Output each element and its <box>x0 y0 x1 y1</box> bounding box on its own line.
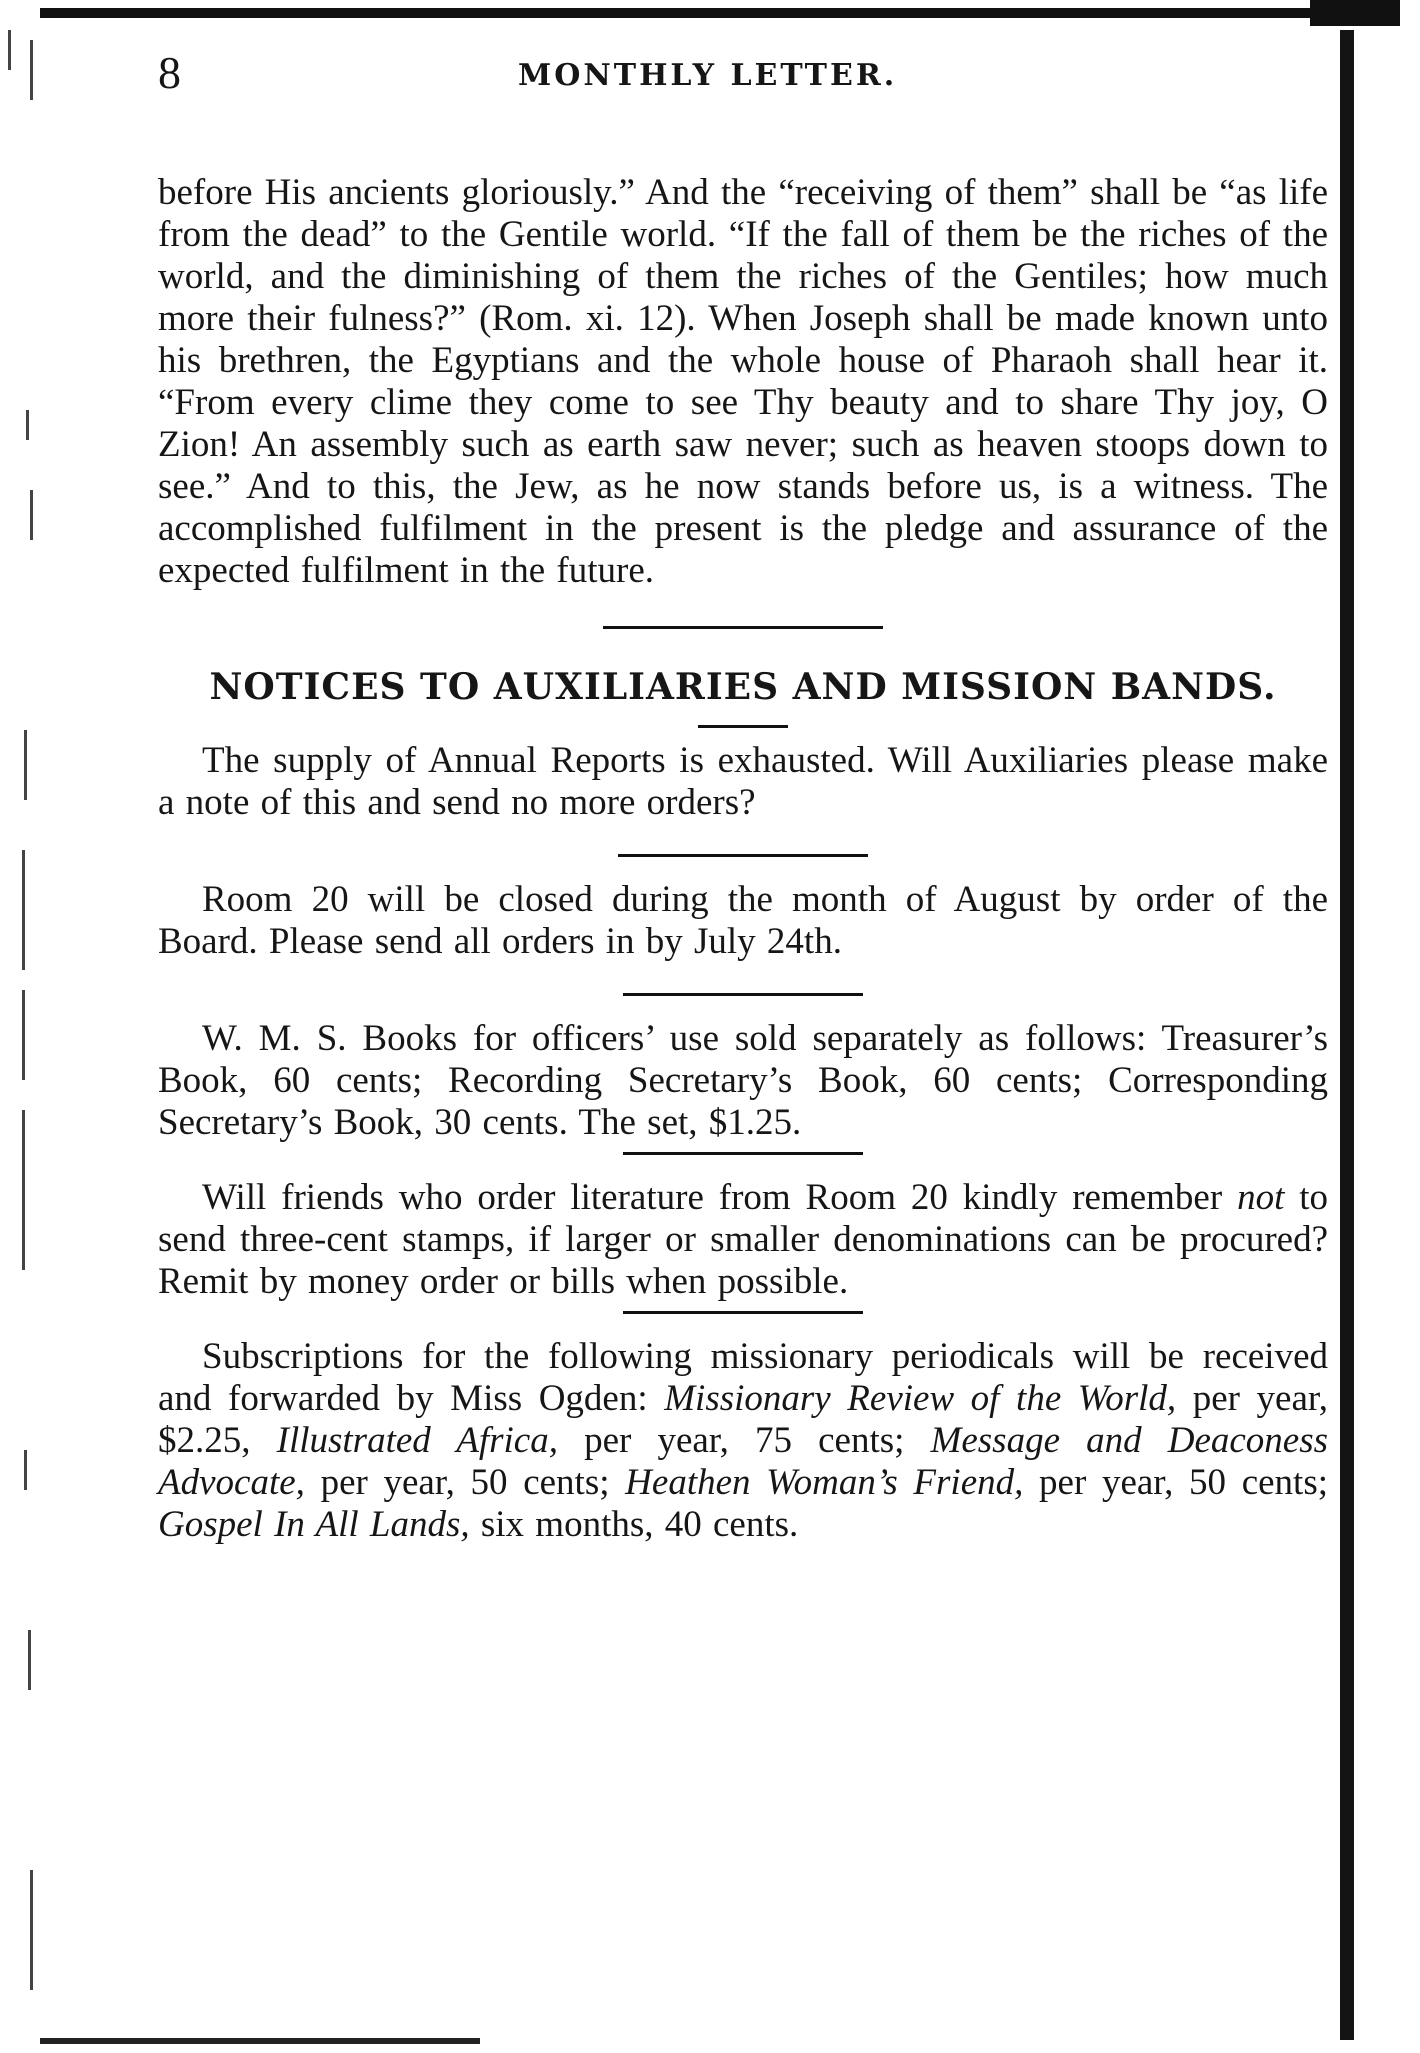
notice-divider <box>618 854 868 857</box>
stamps-text-after: to send three-cent stamps, if larger or smaller denominations can be procured? Remit by money order or bills when possible. <box>158 1177 1329 1302</box>
periodical-price: six months, 40 cents. <box>469 1504 799 1545</box>
page-edge-shadow <box>1340 30 1354 2040</box>
margin-specks <box>0 30 70 2030</box>
notices-heading: NOTICES TO AUXILIARIES AND MISSION BANDS. <box>209 666 1277 708</box>
running-head <box>158 40 1328 100</box>
periodical-price: per year, 50 cents; <box>1023 1462 1328 1503</box>
subscriptions-intro: Subscriptions for the following missionary periodicals will be received and forwarded by Miss Ogden: <box>158 1336 1328 1419</box>
heading-divider <box>698 725 788 728</box>
notice-subscriptions <box>158 1336 1328 1546</box>
article-continuation: before His ancients gloriously.” And the “receiving of them” shall be “as life from the dead” to the Gentile world. “If the fall of them be the riches of the world, and the diminishing of them the riches of the Gentiles; how much more their fulness?” (Rom. xi. 12). When Joseph shall be made known unto his brethren, the Egyptians and the whole house of Pharaoh shall hear it. “From every clime they come to see Thy beauty and to share Thy joy, O Zion! An assembly such as earth saw never; such as heaven stoops down to see.” And to this, the Jew, as he now stands before us, is a witness. The accomplished fulfilment in the present is the pledge and assurance of the expected fulfilment in the future. <box>158 172 1328 591</box>
notice-books: W. M. S. Books for officers’ use sold separately as follows: Treasurer’s Book, 60 cents; Recording Secretary’s Book, 60 cents; Corresponding Secretary’s Book, 30 cents. The set, $1.25. <box>158 1018 1328 1143</box>
bottom-border-rule <box>40 2038 480 2044</box>
page-number: 8 <box>158 47 181 98</box>
stamps-emphasis: not <box>1237 1177 1285 1218</box>
notice-room-closed: Room 20 will be closed during the month of August by order of the Board. Please send all orders in by July 24th. <box>158 879 1328 962</box>
top-corner-mark <box>1310 0 1400 26</box>
notice-divider <box>623 1311 863 1314</box>
periodical-price: per year, $2.25, <box>158 1378 1328 1461</box>
top-border-rule <box>40 8 1390 18</box>
notice-divider <box>623 993 863 996</box>
periodical-price: per year, 75 cents; <box>557 1420 931 1461</box>
notice-stamps <box>158 1177 1328 1303</box>
running-title: MONTHLY LETTER. <box>518 58 898 93</box>
periodical-title: Message and Deaconess Advocate, <box>158 1420 1329 1503</box>
notice-divider <box>623 1152 863 1155</box>
periodical-title: Heathen Woman’s Friend, <box>625 1462 1024 1503</box>
stamps-text-before: Will friends who order literature from Room 20 kindly remember <box>202 1177 1238 1218</box>
section-divider <box>603 626 883 629</box>
page-content <box>158 40 1328 1546</box>
periodical-title: Illustrated Africa, <box>276 1420 558 1461</box>
periodical-price: per year, 50 cents; <box>304 1462 626 1503</box>
periodical-title: Gospel In All Lands, <box>158 1504 470 1545</box>
notice-annual-reports: The supply of Annual Reports is exhausted. Will Auxiliaries please make a note of this and send no more orders? <box>158 740 1328 823</box>
periodical-title: Missionary Review of the World, <box>664 1378 1177 1419</box>
